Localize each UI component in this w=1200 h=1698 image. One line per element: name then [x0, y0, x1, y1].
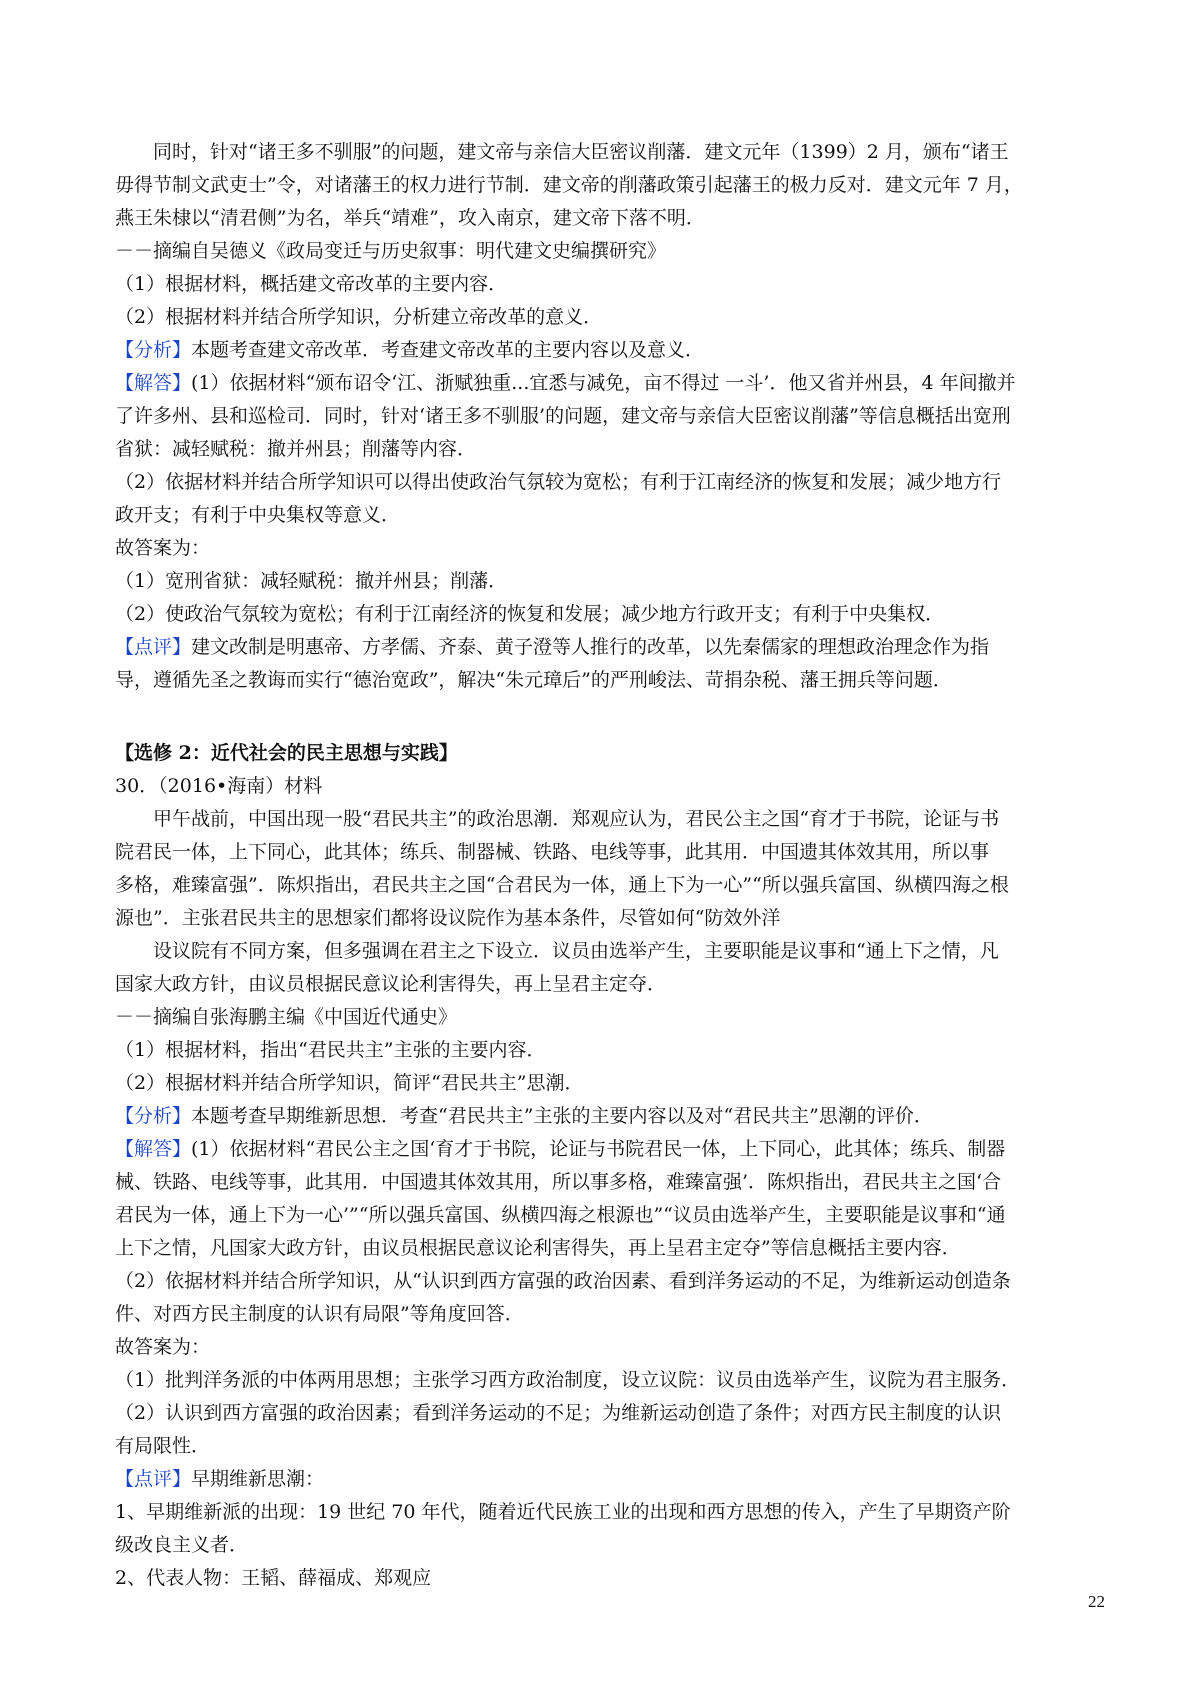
- answer-line: （2）使政治气氛较为宽松；有利于江南经济的恢复和发展；减少地方行政开支；有利于中央集权．: [115, 603, 945, 625]
- analysis-text: 本题考查建文帝改革．考查建文帝改革的主要内容以及意义．: [191, 339, 705, 361]
- solution-line: [115, 1133, 1105, 1166]
- material-line: 源也”．主张君民共主的思想家们都将设议院作为基本条件，尽管如何“防效外洋: [115, 907, 781, 929]
- sub-question-1: （1）根据材料，指出“君民共主”主张的主要内容．: [115, 1039, 546, 1061]
- solution-tag: 【解答】: [115, 372, 192, 394]
- solution-line: 械、铁路、电线等事，此其用．中国遗其体效其用，所以事多格，难臻富强’．陈炽指出，君民共主之国‘合: [115, 1171, 1002, 1193]
- analysis-line: [115, 1100, 1105, 1133]
- solution-line: （2）依据材料并结合所学知识可以得出使政治气氛较为宽松；有利于江南经济的恢复和发展；减少地方行: [115, 471, 1002, 493]
- comment-tag: 【点评】: [115, 636, 192, 658]
- comment-line: 导，遵循先圣之教诲而实行“德治宽政”，解决“朱元璋后”的严刑峻法、苛捐杂税、藩王拥兵等问题．: [115, 669, 952, 691]
- material-line: 国家大政方针，由议员根据民意议论利害得失，再上呈君主定夺．: [115, 973, 667, 995]
- section-gap: [115, 697, 1105, 737]
- solution-line: 政开支；有利于中央集权等意义．: [115, 504, 401, 526]
- answer-line: （2）认识到西方富强的政治因素；看到洋务运动的不足；为维新运动创造了条件；对西方民主制度的认识: [115, 1402, 1002, 1424]
- comment-text: 早期维新思潮：: [191, 1468, 325, 1490]
- comment-point: 2、代表人物：王韬、薛福成、郑观应: [115, 1567, 432, 1589]
- solution-line: [115, 367, 1105, 400]
- solution-line: 省狱：减轻赋税：撤并州县；削藩等内容．: [115, 438, 477, 460]
- material-line: 甲午战前，中国出现一股“君民共主”的政治思潮．郑观应认为，君民公主之国“育才于书院，论证与书: [153, 808, 1000, 830]
- sub-question-2: （2）根据材料并结合所学知识，分析建立帝改革的意义．: [115, 306, 603, 328]
- comment-point: 级改良主义者．: [115, 1534, 249, 1556]
- solution-text: (1）依据材料“颁布诏令‘江、浙赋独重...宜悉与减免，亩不得过 一斗’．他又省并州县，4 年间撤并: [191, 372, 1016, 394]
- solution-line: 上下之情，凡国家大政方针，由议员根据民意议论利害得失，再上呈君主定夺”等信息概括主要内容．: [115, 1237, 961, 1259]
- page-number: 22: [1088, 1592, 1105, 1611]
- material-line: 设议院有不同方案，但多强调在君主之下设立．议员由选举产生，主要职能是议事和“通上下之情，凡: [153, 940, 999, 962]
- comment-point: 1、早期维新派的出现：19 世纪 70 年代，随着近代民族工业的出现和西方思想的传入，产生了早期资产阶: [115, 1501, 1011, 1523]
- question-header: 30．（2016•海南）材料: [115, 775, 323, 797]
- solution-line: 件、对西方民主制度的认识有局限”等角度回答．: [115, 1303, 524, 1325]
- comment-line: [115, 1463, 1105, 1496]
- solution-text: (1）依据材料“君民公主之国‘育才于书院，论证与书院君民一体，上下同心，此其体；练兵、制器: [191, 1138, 1006, 1160]
- material-line: 燕王朱棣以“清君侧”为名，举兵“靖难”，攻入南京，建文帝下落不明．: [115, 207, 705, 229]
- analysis-text: 本题考查早期维新思想．考查“君民共主”主张的主要内容以及对“君民共主”思潮的评价．: [191, 1105, 933, 1127]
- sub-question-2: （2）根据材料并结合所学知识，简评“君民共主”思潮．: [115, 1072, 584, 1094]
- solution-line: 了许多州、县和巡检司．同时，针对‘诸王多不驯服’的问题，建文帝与亲信大臣密议削藩”等信息概括出宽刑: [115, 405, 1011, 427]
- material-line: 同时，针对“诸王多不驯服”的问题，建文帝与亲信大臣密议削藩．建文元年（1399）2 月，颁布“诸王: [153, 141, 1009, 163]
- answer-line: 有局限性．: [115, 1435, 211, 1457]
- sub-question-1: （1）根据材料，概括建文帝改革的主要内容．: [115, 273, 508, 295]
- answer-header: 故答案为：: [115, 1336, 211, 1358]
- comment-line: [115, 631, 1105, 664]
- answer-header: 故答案为：: [115, 537, 211, 559]
- answer-line: （1）宽刑省狱：减轻赋税：撤并州县；削藩．: [115, 570, 508, 592]
- material-line: 毋得节制文武吏士”令，对诸藩王的权力进行节制．建文帝的削藩政策引起藩王的极力反对．建文元年 7 月，: [115, 174, 1023, 196]
- page-content: [115, 136, 1105, 1595]
- section-title: 【选修 2：近代社会的民主思想与实践】: [115, 742, 458, 764]
- source-citation: －－摘编自张海鹏主编《中国近代通史》: [115, 1006, 458, 1028]
- solution-line: （2）依据材料并结合所学知识，从“认识到西方富强的政治因素、看到洋务运动的不足，为维新运动创造条: [115, 1270, 1011, 1292]
- comment-text: 建文改制是明惠帝、方孝儒、齐泰、黄子澄等人推行的改革，以先秦儒家的理想政治理念作为指: [191, 636, 990, 658]
- source-citation: －－摘编自吴德义《政局变迁与历史叙事：明代建文史编撰研究》: [115, 240, 667, 262]
- solution-line: 君民为一体，通上下为一心’”“所以强兵富国、纵横四海之根源也”“议员由选举产生，主要职能是议事和“通: [115, 1204, 1006, 1226]
- answer-line: （1）批判洋务派的中体两用思想；主张学习西方政治制度，设立议院：议员由选举产生，议院为君主服务．: [115, 1369, 1021, 1391]
- comment-tag: 【点评】: [115, 1468, 192, 1490]
- material-line: 院君民一体，上下同心，此其体；练兵、制器械、铁路、电线等事，此其用．中国遗其体效其用，所以事: [115, 841, 990, 863]
- analysis-line: [115, 334, 1105, 367]
- analysis-tag: 【分析】: [115, 339, 192, 361]
- analysis-tag: 【分析】: [115, 1105, 192, 1127]
- solution-tag: 【解答】: [115, 1138, 192, 1160]
- material-line: 多格，难臻富强”．陈炽指出，君民共主之国“合君民为一体，通上下为一心”“所以强兵富国、纵横四海之根: [115, 874, 1009, 896]
